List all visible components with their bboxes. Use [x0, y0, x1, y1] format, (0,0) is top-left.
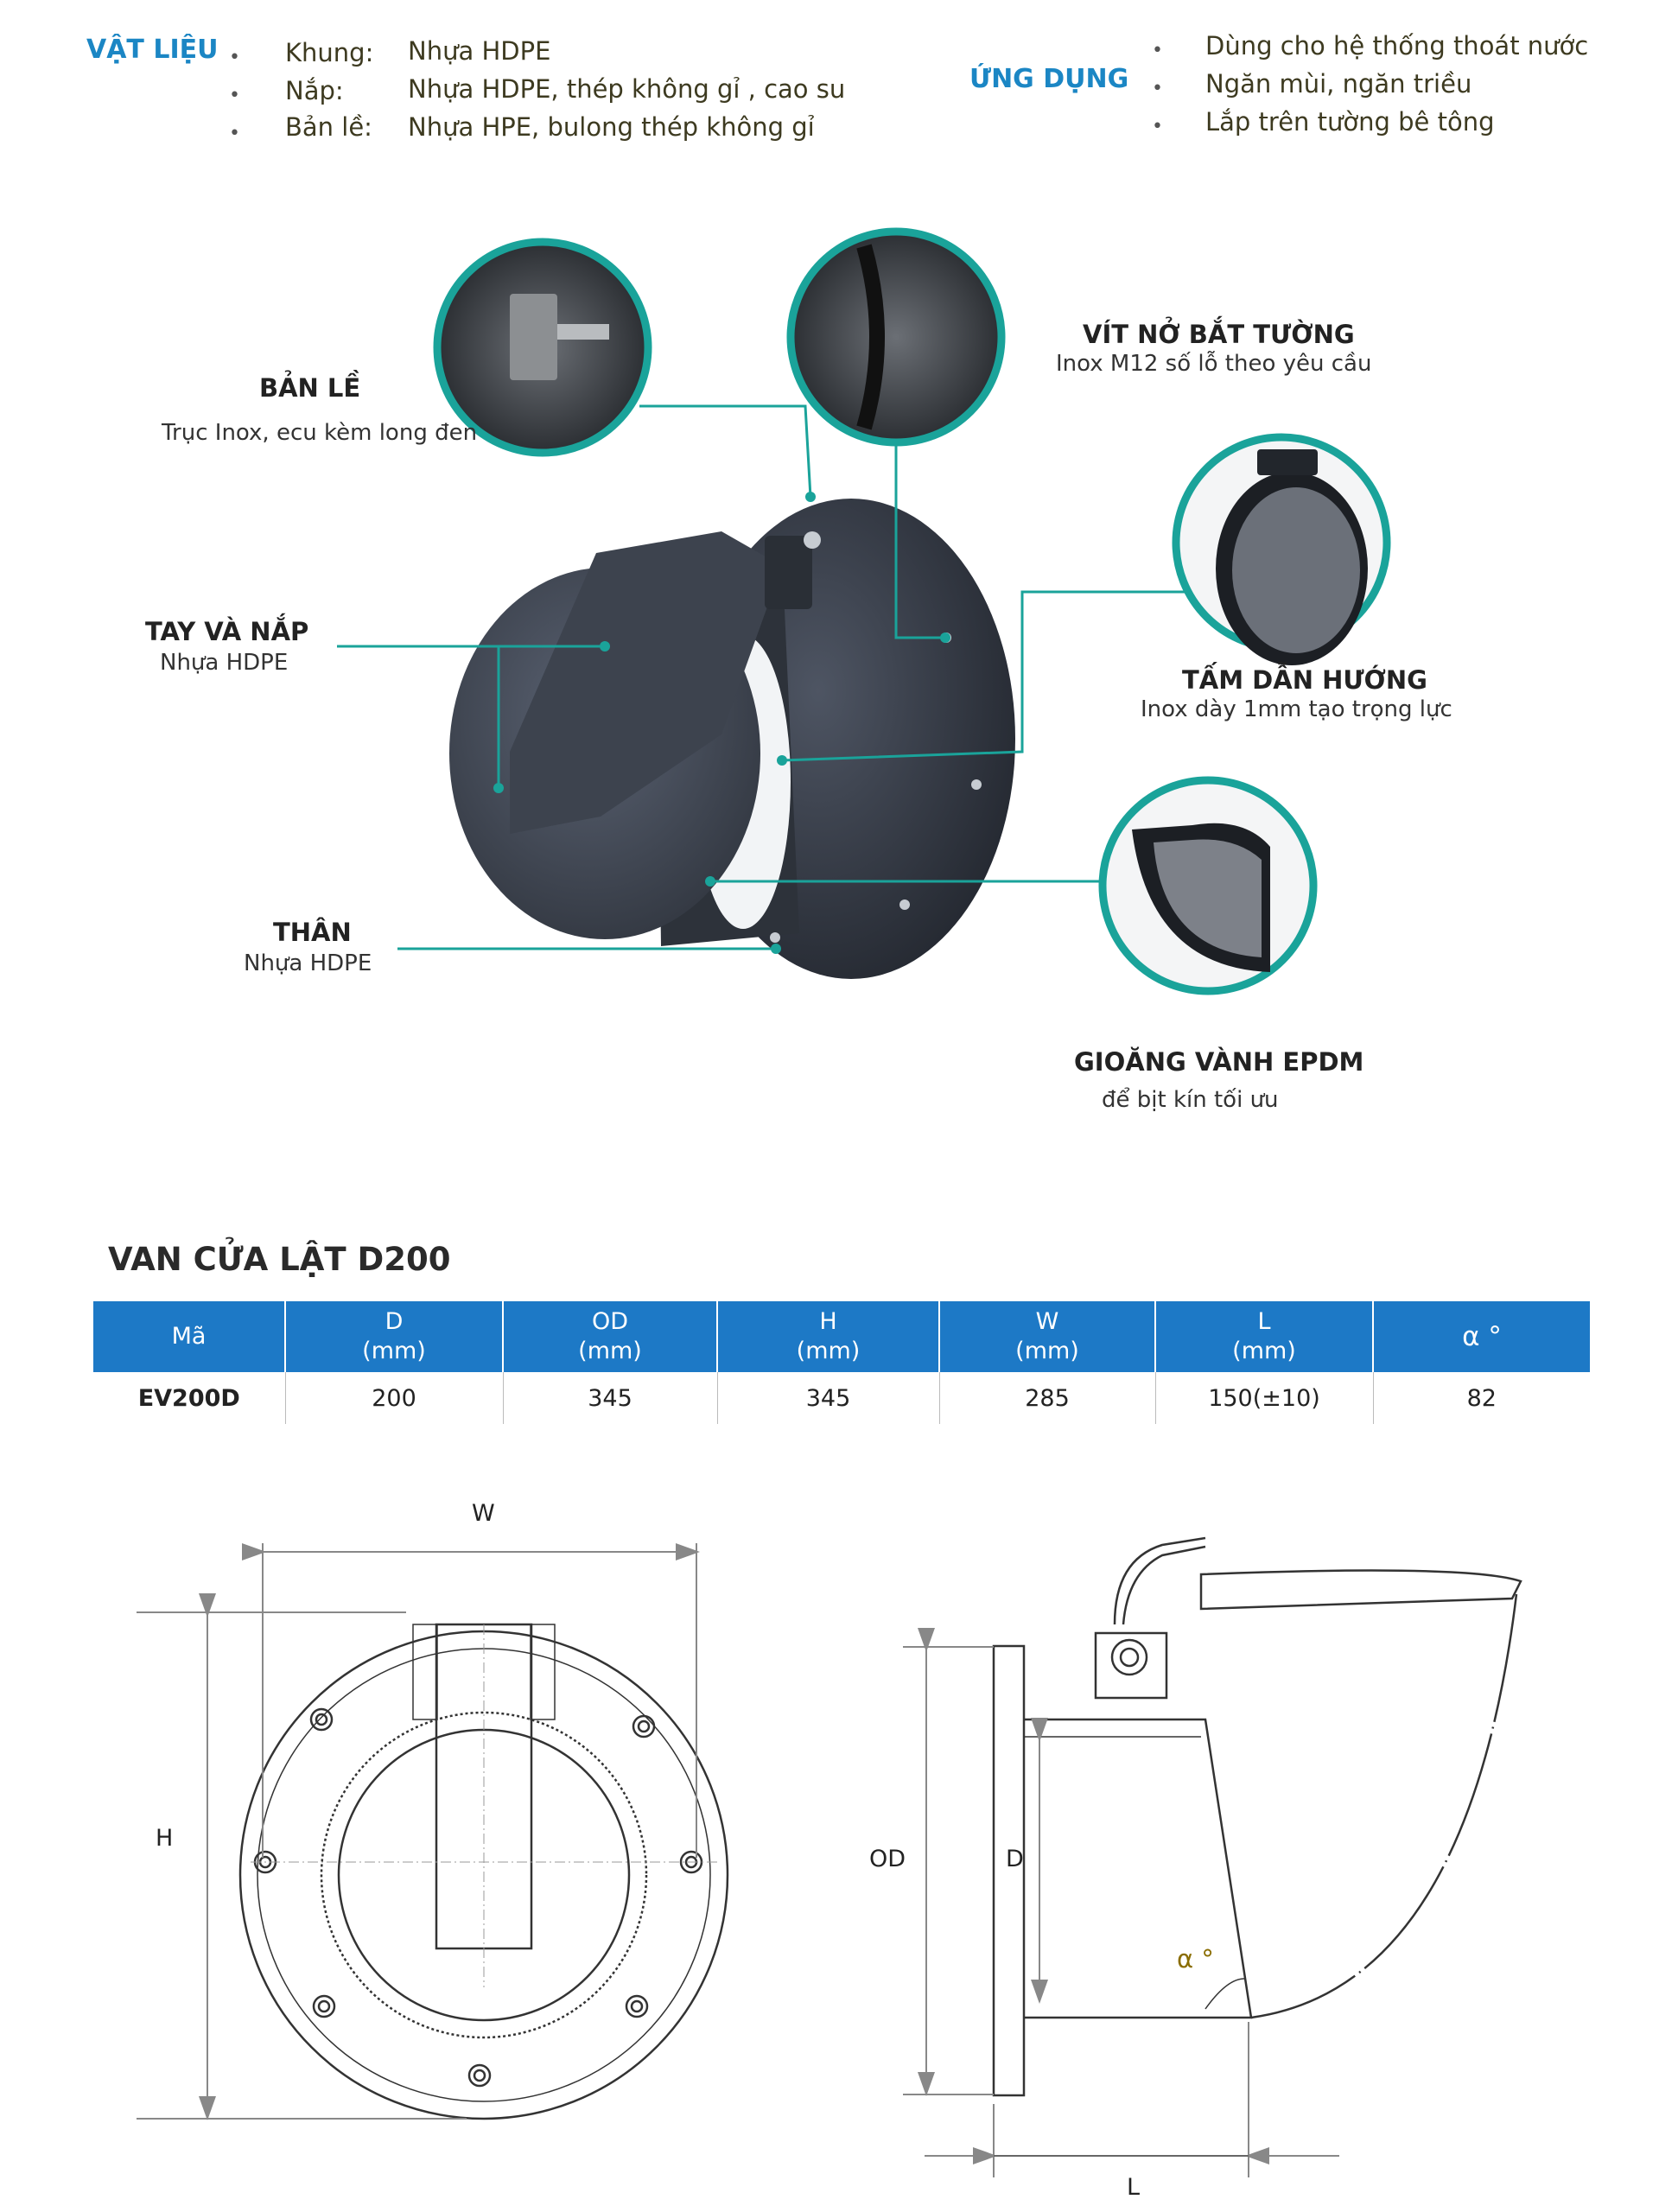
materials-title: VẬT LIỆU [86, 35, 219, 65]
leader-dot [777, 755, 787, 766]
technical-drawing [0, 1469, 1659, 2212]
spec-table [93, 1301, 1590, 1424]
bullet: • [1152, 116, 1163, 137]
bolt-hole [899, 899, 910, 910]
col-header-h: H (mm) [717, 1301, 939, 1372]
application-item: Ngăn mùi, ngăn triều [1205, 69, 1472, 99]
guide-callout-title: TẤM DẪN HƯỚNG [1182, 665, 1427, 695]
dim-label-od: OD [869, 1846, 906, 1872]
dim-label-d: D [1006, 1846, 1024, 1872]
product-title: VAN CỬA LẬT D200 [108, 1241, 451, 1278]
cell-d: 200 [285, 1372, 503, 1424]
col-header-od: OD (mm) [503, 1301, 717, 1372]
col-header-alpha: α ° [1373, 1301, 1590, 1372]
hinge-callout-title: BẢN LỀ [259, 373, 361, 403]
leader-dot [600, 641, 610, 652]
bullet: • [1152, 40, 1163, 61]
leader-line [639, 406, 810, 497]
leader-dot [493, 783, 504, 793]
leader-dot [805, 492, 816, 502]
col-header-code: Mã [93, 1301, 285, 1372]
anchor-callout-sub: Inox M12 số lỗ theo yêu cầu [1056, 351, 1372, 377]
dim-label-h: H [156, 1825, 174, 1852]
side-view-arm [1123, 1547, 1205, 1624]
side-view-lid [1201, 1571, 1521, 1610]
application-item: Lắp trên tường bê tông [1205, 107, 1495, 137]
hinge-bolt [804, 531, 821, 549]
detail-anchor [791, 232, 1001, 442]
leader-dot [771, 944, 781, 954]
table-header-row [93, 1301, 1590, 1372]
material-value: Nhựa HPE, bulong thép không gỉ [408, 112, 815, 142]
arm-callout-sub: Nhựa HDPE [160, 650, 289, 676]
dim-label-w: W [472, 1500, 495, 1527]
bullet: • [1152, 78, 1163, 99]
gasket-callout-title: GIOĂNG VÀNH EPDM [1074, 1047, 1364, 1077]
material-value: Nhựa HDPE [408, 36, 551, 66]
col-header-d: D (mm) [285, 1301, 503, 1372]
bullet: • [229, 123, 240, 144]
material-label: Khung: [285, 38, 374, 67]
side-view-body [1024, 1719, 1251, 2018]
leader-dot [940, 632, 950, 643]
anchor-callout-title: VÍT NỞ BẮT TƯỜNG [1083, 320, 1355, 349]
applications-title: ỨNG DỤNG [969, 64, 1129, 94]
body-callout-sub: Nhựa HDPE [244, 950, 372, 976]
dim-label-alpha: α ° [1177, 1944, 1214, 1974]
cell-code: EV200D [93, 1372, 285, 1424]
material-value: Nhựa HDPE, thép không gỉ , cao su [408, 74, 846, 104]
table-row [93, 1372, 1590, 1424]
side-view-swing-arc [1251, 1594, 1516, 2018]
cell-od: 345 [503, 1372, 717, 1424]
hinge-block [765, 536, 812, 609]
cell-w: 285 [939, 1372, 1155, 1424]
bolt-hole [770, 932, 780, 943]
col-header-w: W (mm) [939, 1301, 1155, 1372]
cell-l: 150(±10) [1155, 1372, 1373, 1424]
arm-callout-title: TAY VÀ NẮP [145, 617, 309, 646]
material-label: Nắp: [285, 76, 344, 105]
leader-dot [705, 876, 715, 887]
bolt-hole [971, 779, 982, 790]
material-label: Bản lề: [285, 112, 372, 142]
body-callout-title: THÂN [273, 918, 352, 947]
dim-label-l: L [1127, 2174, 1141, 2201]
gasket-callout-sub: để bịt kín tối ưu [1102, 1087, 1279, 1113]
guide-callout-sub: Inox dày 1mm tạo trọng lực [1141, 696, 1452, 722]
cell-h: 345 [717, 1372, 939, 1424]
col-header-l: L (mm) [1155, 1301, 1373, 1372]
bullet: • [229, 85, 240, 106]
application-item: Dùng cho hệ thống thoát nước [1205, 31, 1589, 60]
cell-alpha: 82 [1466, 1384, 1497, 1412]
hinge-callout-sub: Trục Inox, ecu kèm long đen [162, 420, 478, 446]
bullet: • [229, 47, 240, 68]
